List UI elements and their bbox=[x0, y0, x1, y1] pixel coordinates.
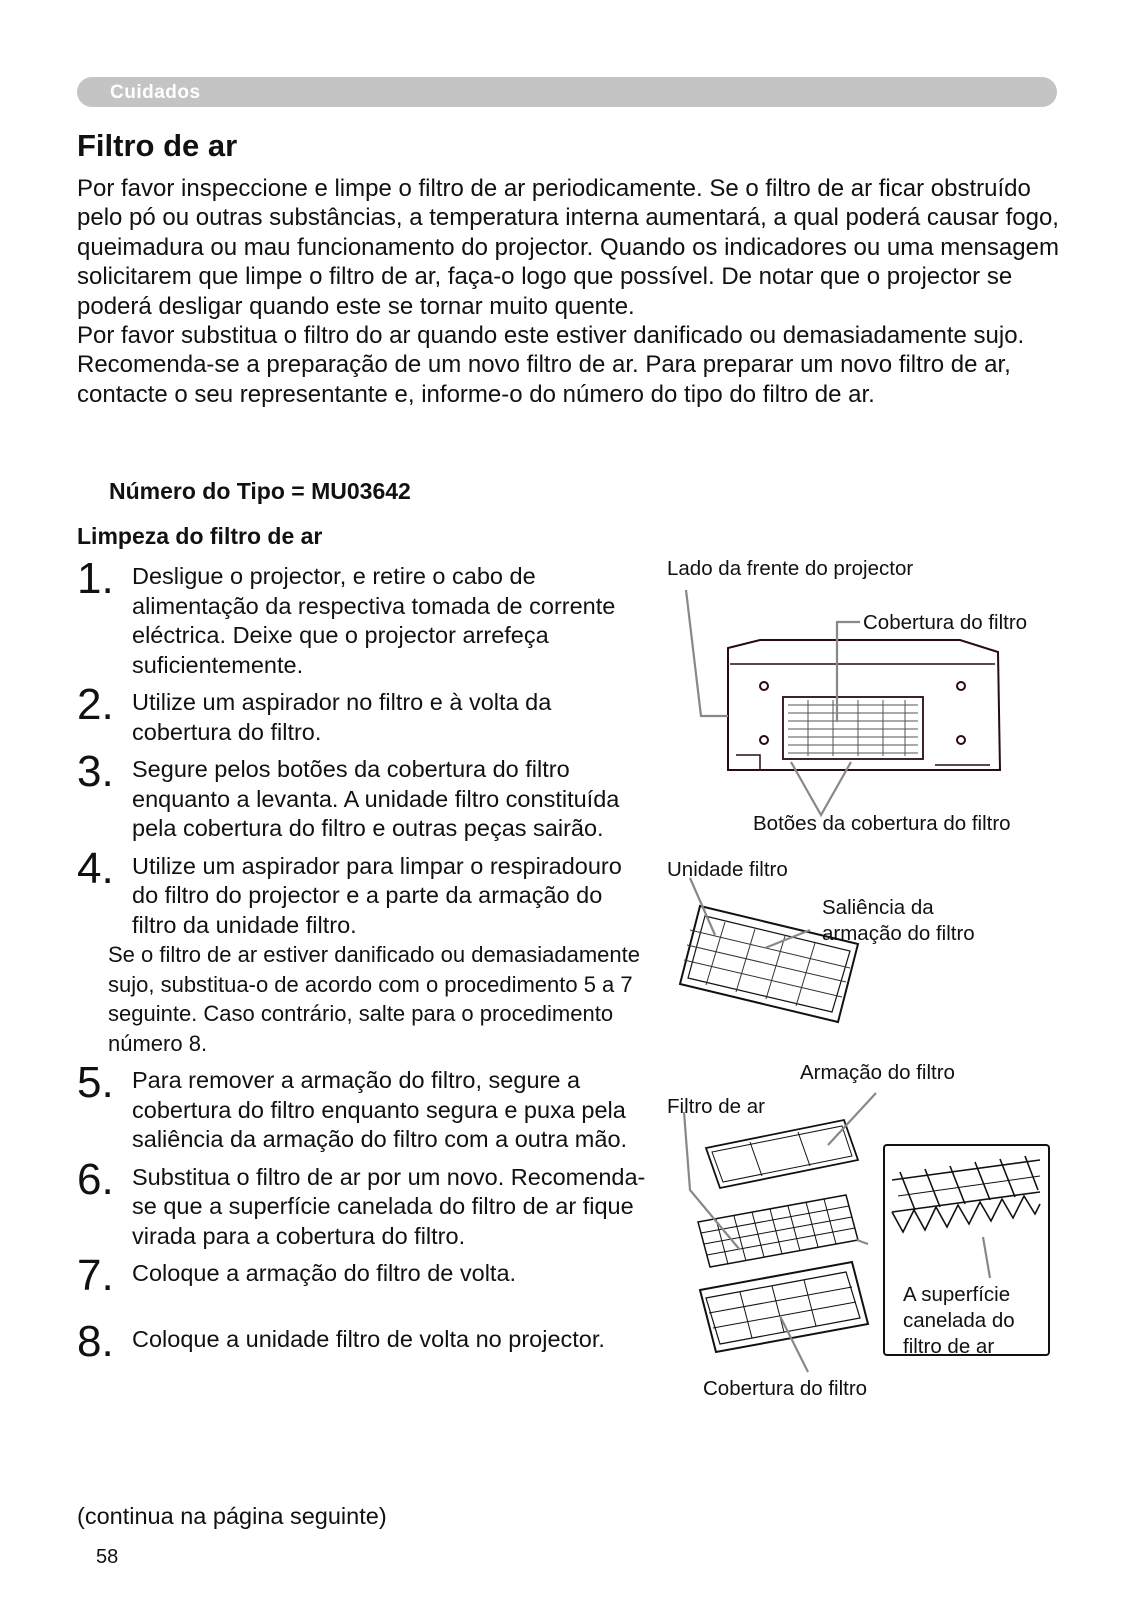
step-number: 8. bbox=[77, 1316, 114, 1366]
step-text: Desligue o projector, e retire o cabo de alimentação da respectiva tomada de corrente eléctrica. Deixe que o projector arrefeça suficientemente. bbox=[132, 563, 616, 678]
label-front-side: Lado da frente do projector bbox=[667, 557, 914, 580]
step-number: 3. bbox=[77, 747, 114, 796]
step-number: 5. bbox=[77, 1058, 114, 1107]
filter-frame-illustration bbox=[706, 1120, 858, 1188]
intro-paragraph-1: Por favor inspeccione e limpe o filtro de ar periodicamente. Se o filtro de ar ficar obstruído pelo pó ou outras substâncias, a temperatura interna aumentará, a qual poderá causar fogo, queimadura ou mau funcionamento do projector. Quando os indicadores ou uma mensagem solicitarem que limpe o filtro de ar, faça-o logo que possível. De notar que o projector se poderá desligar quando este se tornar muito quente. bbox=[77, 175, 1059, 320]
step-number: 4. bbox=[77, 843, 114, 893]
label-frame-tab-line2: armação do filtro bbox=[822, 922, 975, 945]
step-text: Coloque a armação do filtro de volta. bbox=[132, 1260, 517, 1286]
step-text: Coloque a unidade filtro de volta no projector. bbox=[132, 1325, 605, 1352]
step-text: Para remover a armação do filtro, segure a cobertura do filtro enquanto segura e puxa pela saliência da armação do filtro com a outra mão. bbox=[132, 1067, 628, 1152]
label-ribbed-line1: A superfície bbox=[903, 1283, 1011, 1306]
step-note: Se o filtro de ar estiver danificado ou demasiadamente sujo, substitua-o de acordo com o procedimento 5 a 7 seguinte. Caso contrário, salte para o procedimento número 8. bbox=[108, 942, 640, 1056]
section-header-label: Cuidados bbox=[110, 82, 201, 103]
type-number: Número do Tipo = MU03642 bbox=[109, 478, 411, 504]
label-filter-frame: Armação do filtro bbox=[800, 1061, 955, 1084]
step-number: 7. bbox=[77, 1251, 114, 1300]
label-frame-tab-line1: Saliência da bbox=[822, 896, 934, 919]
step-text: Segure pelos botões da cobertura do filtro enquanto a levanta. A unidade filtro constituída pela cobertura do filtro e outras peças sairão. bbox=[132, 756, 620, 841]
step-text: Utilize um aspirador no filtro e à volta da cobertura do filtro. bbox=[132, 689, 552, 745]
filter-cover-illustration bbox=[700, 1262, 868, 1352]
step-number: 1. bbox=[77, 554, 114, 603]
label-filter-cover-top: Cobertura do filtro bbox=[863, 611, 1028, 634]
label-ribbed-line2: canelada do bbox=[903, 1309, 1015, 1332]
page-title: Filtro de ar bbox=[77, 128, 238, 163]
projector-illustration bbox=[728, 640, 1000, 770]
step-text: Substitua o filtro de ar por um novo. Recomenda-se que a superfície canelada do filtro de ar fique virada para a cobertura do filtro. bbox=[132, 1163, 646, 1249]
step-text: Utilize um aspirador para limpar o respiradouro do filtro do projector e a parte da armação do filtro da unidade filtro. bbox=[132, 852, 622, 938]
label-filter-cover-bottom: Cobertura do filtro bbox=[703, 1377, 868, 1400]
step-number: 6. bbox=[77, 1154, 114, 1204]
page-number: 58 bbox=[96, 1546, 119, 1568]
label-filter-unit: Unidade filtro bbox=[667, 858, 788, 881]
label-ribbed-line3: filtro de ar bbox=[903, 1335, 995, 1358]
air-filter-illustration bbox=[698, 1195, 858, 1267]
label-air-filter: Filtro de ar bbox=[667, 1095, 765, 1118]
label-cover-buttons: Botões da cobertura do filtro bbox=[753, 812, 1011, 835]
intro-paragraph-2: Por favor substitua o filtro do ar quando este estiver danificado ou demasiadamente sujo. Recomenda-se a preparação de um novo filtro de ar. Para preparar um novo filtro de ar, contacte o seu representante e, informe-o do número do tipo do filtro de ar. bbox=[77, 322, 1025, 408]
continued-note: (continua na página seguinte) bbox=[77, 1503, 387, 1529]
section-subtitle: Limpeza do filtro de ar bbox=[77, 523, 323, 549]
step-number: 2. bbox=[77, 680, 114, 729]
